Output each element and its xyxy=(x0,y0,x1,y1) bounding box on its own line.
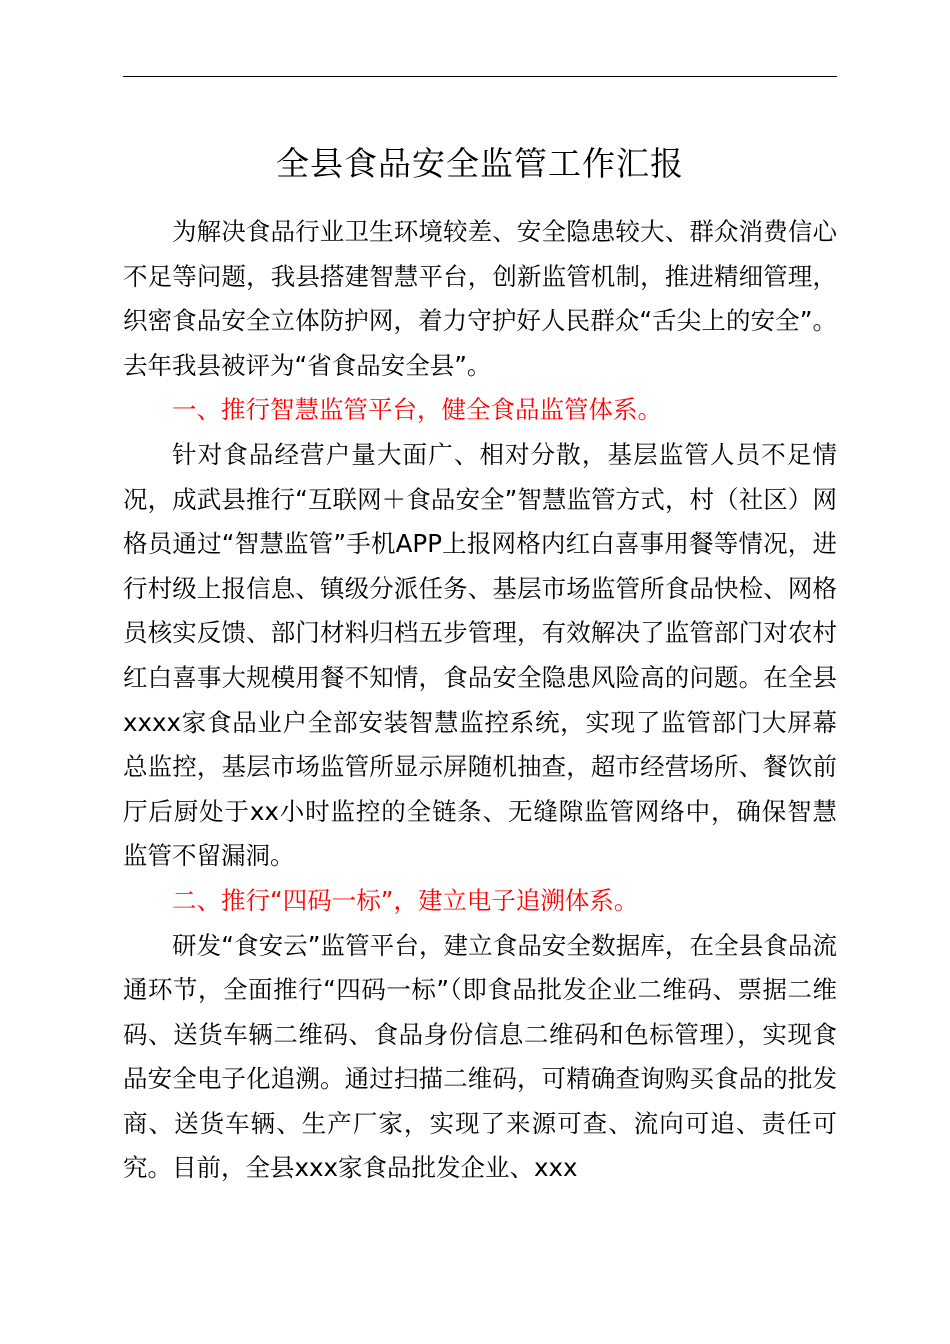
section-heading-2: 二、推行“四码一标”，建立电子追溯体系。 xyxy=(172,885,639,915)
paragraph-section-2: 研发“食安云”监管平台，建立食品安全数据库，在全县食品流通环节，全面推行“四码一标”（即食品批发企业二维码、票据二维码、送货车辆二维码、食品身份信息二维码和色标管理），实现食品安全电子化追溯。通过扫描二维码，可精确查询购买食品的批发商、送货车辆、生产厂家，实现了来源可查、流向可追、责任可究。目前，全县xxx家食品批发企业、xxx xyxy=(123,930,837,1183)
paragraph-intro: 为解决食品行业卫生环境较差、安全隐患较大、群众消费信心不足等问题，我县搭建智慧平台，创新监管机制，推进精细管理，织密食品安全立体防护网，着力守护好人民群众“舌尖上的安全”。去年我县被评为“省食品安全县”。 xyxy=(123,217,837,380)
document-body xyxy=(123,210,837,1191)
section-heading-1: 一、推行智慧监管平台，健全食品监管体系。 xyxy=(172,395,662,425)
paragraph-section-1: 针对食品经营户量大面广、相对分散，基层监管人员不足情况，成武县推行“互联网＋食品安全”智慧监管方式，村（社区）网格员通过“智慧监管”手机APP上报网格内红白喜事用餐等情况，进行村级上报信息、镇级分派任务、基层市场监管所食品快检、网格员核实反馈、部门材料归档五步管理，有效解决了监管部门对农村红白喜事大规模用餐不知情，食品安全隐患风险高的问题。在全县xxxx家食品业户全部安装智慧监控系统，实现了监管部门大屏幕总监控，基层市场监管所显示屏随机抽查，超市经营场所、餐饮前厅后厨处于xx小时监控的全链条、无缝隙监管网络中，确保智慧监管不留漏洞。 xyxy=(123,439,837,871)
header-rule xyxy=(123,76,837,77)
document-title: 全县食品安全监管工作汇报 xyxy=(276,144,684,183)
